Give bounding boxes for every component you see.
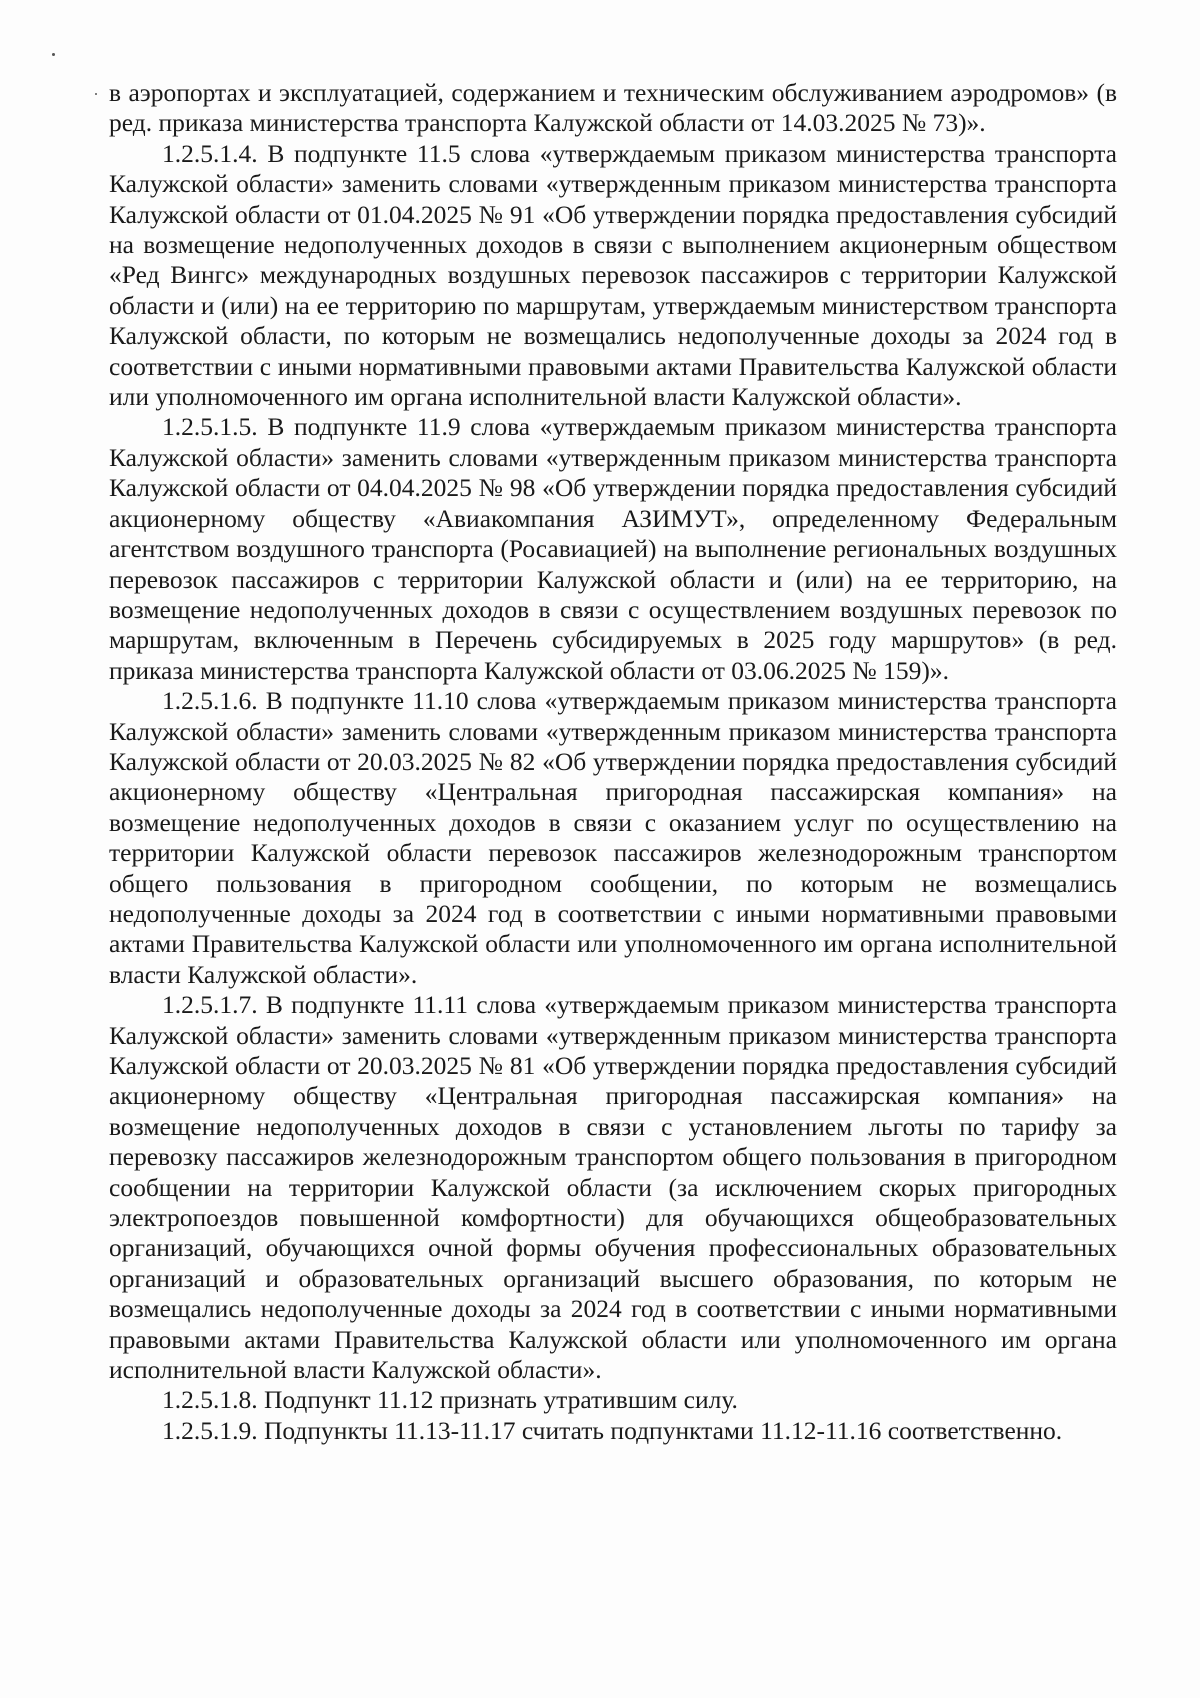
paragraph-1-2-5-1-9: 1.2.5.1.9. Подпункты 11.13-11.17 считать подпунктами 11.12-11.16 соответственно. xyxy=(162,1415,1063,1445)
scan-speck xyxy=(52,53,55,56)
paragraph-1-2-5-1-8: 1.2.5.1.8. Подпункт 11.12 признать утратившим силу. xyxy=(162,1385,738,1415)
paragraph-1-2-5-1-6: 1.2.5.1.6. В подпункте 11.10 слова «утверждаемым приказом министерства транспорта Калужской области» заменить словами «утвержденным приказом министерства транспорта Калужской области от 20.03.2025 № 82 «Об утверждении порядка предоставления субсидий акционерному обществу «Центральная пригородная пассажирская компания» на возмещение недополученных доходов в связи с оказанием услуг по осуществлению на территории Калужской области перевозок пассажиров железнодорожным транспортом общего пользования в пригородном сообщении, по которым не возмещались недополученные доходы за 2024 год в соответствии с иными нормативными правовыми актами Правительства Калужской области или уполномоченного им органа исполнительной власти Калужской области». xyxy=(109,686,1117,989)
scan-speck xyxy=(95,93,97,95)
paragraph-1-2-5-1-4: 1.2.5.1.4. В подпункте 11.5 слова «утверждаемым приказом министерства транспорта Калужской области» заменить словами «утвержденным приказом министерства транспорта Калужской области от 01.04.2025 № 91 «Об утверждении порядка предоставления субсидий на возмещение недополученных доходов в связи с выполнением акционерным обществом «Ред Вингс» международных воздушных перевозок пассажиров с территории Калужской области и (или) на ее территорию по маршрутам, утверждаемым министерством транспорта Калужской области, по которым не возмещались недополученные доходы за 2024 год в соответствии с иными нормативными правовыми актами Правительства Калужской области или уполномоченного им органа исполнительной власти Калужской области». xyxy=(109,138,1117,412)
document-body xyxy=(109,78,1117,1446)
paragraph-continuation: в аэропортах и эксплуатацией, содержанием и техническим обслуживанием аэродромов» (в ред. приказа министерства транспорта Калужской области от 14.03.2025 № 73)». xyxy=(109,78,1117,138)
paragraph-1-2-5-1-7: 1.2.5.1.7. В подпункте 11.11 слова «утверждаемым приказом министерства транспорта Калужской области» заменить словами «утвержденным приказом министерства транспорта Калужской области от 20.03.2025 № 81 «Об утверждении порядка предоставления субсидий акционерному обществу «Центральная пригородная пассажирская компания» на возмещение недополученных доходов в связи с установлением льготы по тарифу за перевозку пассажиров железнодорожным транспортом общего пользования в пригородном сообщении на территории Калужской области (за исключением скорых пригородных электропоездов повышенной комфортности) для обучающихся общеобразовательных организаций, обучающихся очной формы обучения профессиональных образовательных организаций и образовательных организаций высшего образования, по которым не возмещались недополученные доходы за 2024 год в соответствии с иными нормативными правовыми актами Правительства Калужской области или уполномоченного им органа исполнительной власти Калужской области». xyxy=(109,990,1117,1385)
paragraph-1-2-5-1-5: 1.2.5.1.5. В подпункте 11.9 слова «утверждаемым приказом министерства транспорта Калужской области» заменить словами «утвержденным приказом министерства транспорта Калужской области от 04.04.2025 № 98 «Об утверждении порядка предоставления субсидий акционерному обществу «Авиакомпания АЗИМУТ», определенному Федеральным агентством воздушного транспорта (Росавиацией) на выполнение региональных воздушных перевозок пассажиров с территории Калужской области и (или) на ее территорию, на возмещение недополученных доходов в связи с осуществлением воздушных перевозок по маршрутам, включенным в Перечень субсидируемых в 2025 году маршрутов» (в ред. приказа министерства транспорта Калужской области от 03.06.2025 № 159)». xyxy=(109,412,1117,685)
